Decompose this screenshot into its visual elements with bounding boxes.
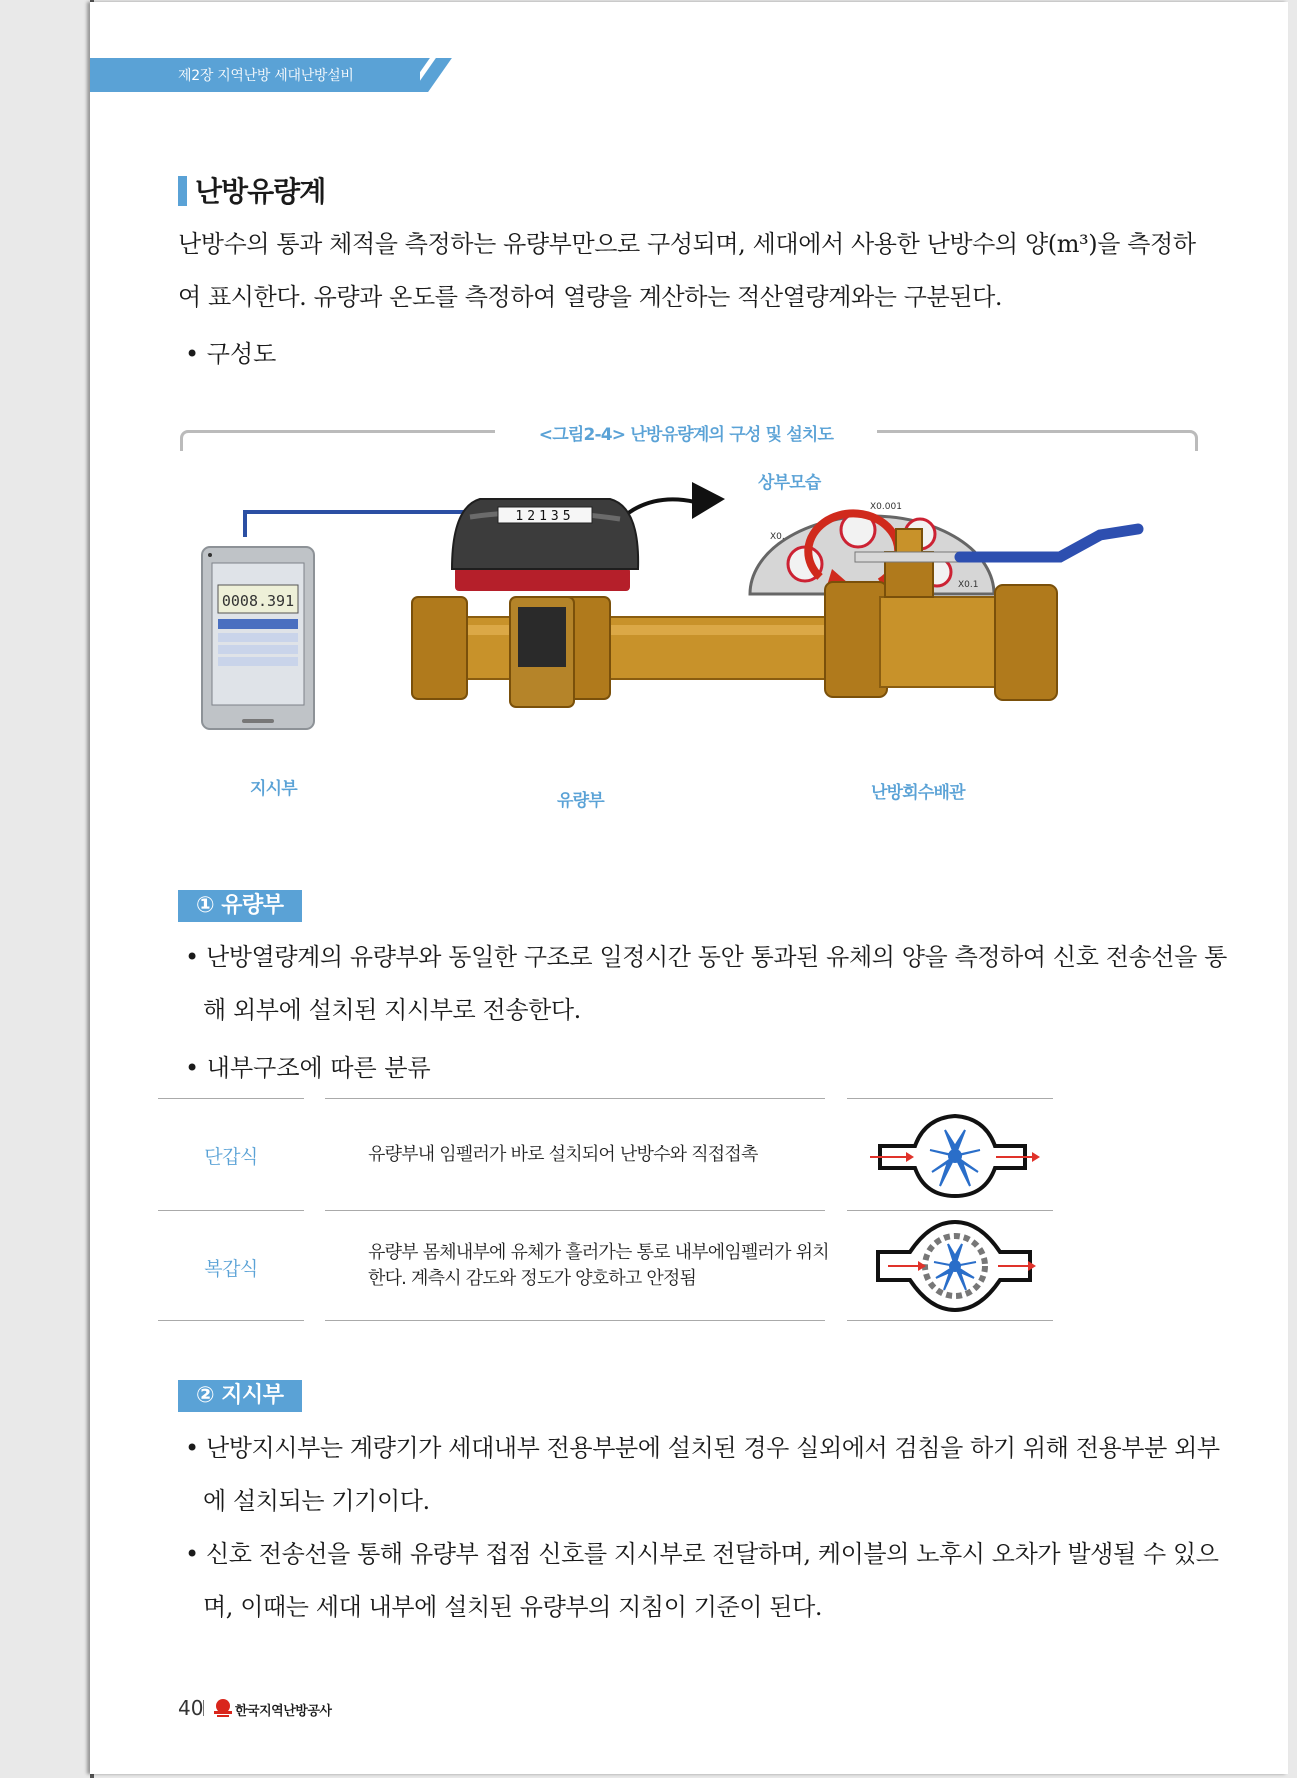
label-return-pipe: 난방회수배관	[871, 783, 965, 803]
subsection-flow-unit-title: ① 유량부	[178, 890, 302, 922]
table-rule	[325, 1210, 825, 1211]
flow-unit-bullet-2: • 내부구조에 따른 분류	[185, 1054, 431, 1082]
indicator-bullet-2: • 신호 전송선을 통해 유량부 접점 신호를 지시부로 전달하며, 케이블의 노후시 오차가 발생될 수 있으며, 이때는 세대 내부에 설치된 유량부의 지침이 기준이 된다.	[185, 1540, 1219, 1621]
footer-divider	[203, 1700, 204, 1716]
section-title	[178, 170, 325, 210]
table-rule	[325, 1098, 825, 1099]
figure-caption: <그림2-4> 난방유량계의 구성 및 설치도	[495, 420, 877, 445]
table-rule	[847, 1210, 1053, 1211]
page	[90, 2, 1288, 1774]
dial-label: X0.001	[870, 502, 902, 512]
dial-label: X0.1	[958, 580, 979, 590]
flow-unit-bullet-1: • 난방열량계의 유량부와 동일한 구조로 일정시간 동안 통과된 유체의 양을 측정하여 신호 전송선을 통해 외부에 설치된 지시부로 전송한다.	[185, 943, 1227, 1024]
subsection-indicator-title: ② 지시부	[178, 1380, 302, 1412]
table-rule	[325, 1320, 825, 1321]
flowmeter-illustration	[180, 457, 1200, 767]
indicator-unit	[202, 547, 314, 729]
intro-paragraph: 난방수의 통과 체적을 측정하는 유량부만으로 구성되며, 세대에서 사용한 난방수의 양(m³)을 측정하여 표시한다. 유량과 온도를 측정하여 열량을 계산하는 적산열량계와는 구분된다.	[178, 230, 1196, 311]
table-rule	[847, 1098, 1053, 1099]
label-flow-unit: 유량부	[557, 791, 604, 811]
table-rule	[158, 1320, 304, 1321]
display-value: 0008.391	[221, 592, 295, 610]
table-rule	[847, 1320, 1053, 1321]
table-row-type: 단갑식	[204, 1146, 258, 1168]
table-row-desc: 유량부내 임펠러가 바로 설치되어 난방수와 직접접촉	[368, 1144, 758, 1165]
label-top-view: 상부모습	[758, 473, 821, 493]
table-row-desc: 유량부 몸체내부에 유체가 흘러가는 통로 내부에임펠러가 위치한다. 계측시 감도와 정도가 양호하고 안정됨	[368, 1242, 829, 1289]
section-title-text: 난방유량계	[195, 175, 326, 208]
page-number: 40	[178, 1696, 204, 1720]
publisher-logo-icon	[212, 1698, 234, 1718]
table-rule	[158, 1210, 304, 1211]
table-rule	[158, 1098, 304, 1099]
top-view-dial	[750, 502, 994, 594]
title-marker	[178, 176, 187, 206]
bullet-diagram: • 구성도	[185, 340, 277, 368]
multi-box-impeller-diagram	[870, 1218, 1040, 1314]
table-row-type: 복갑식	[204, 1258, 258, 1280]
dial-label: X0.	[770, 532, 785, 542]
chapter-title: 제2장 지역난방 세대난방설비	[178, 68, 354, 84]
publisher-name: 한국지역난방공사	[235, 1704, 332, 1719]
indicator-bullet-1: • 난방지시부는 계량기가 세대내부 전용부분에 설치된 경우 실외에서 검침을 하기 위해 전용부분 외부에 설치되는 기기이다.	[185, 1434, 1220, 1515]
label-indicator: 지시부	[250, 779, 297, 799]
single-box-impeller-diagram	[870, 1110, 1040, 1200]
counter-digits: 12135	[515, 509, 575, 524]
